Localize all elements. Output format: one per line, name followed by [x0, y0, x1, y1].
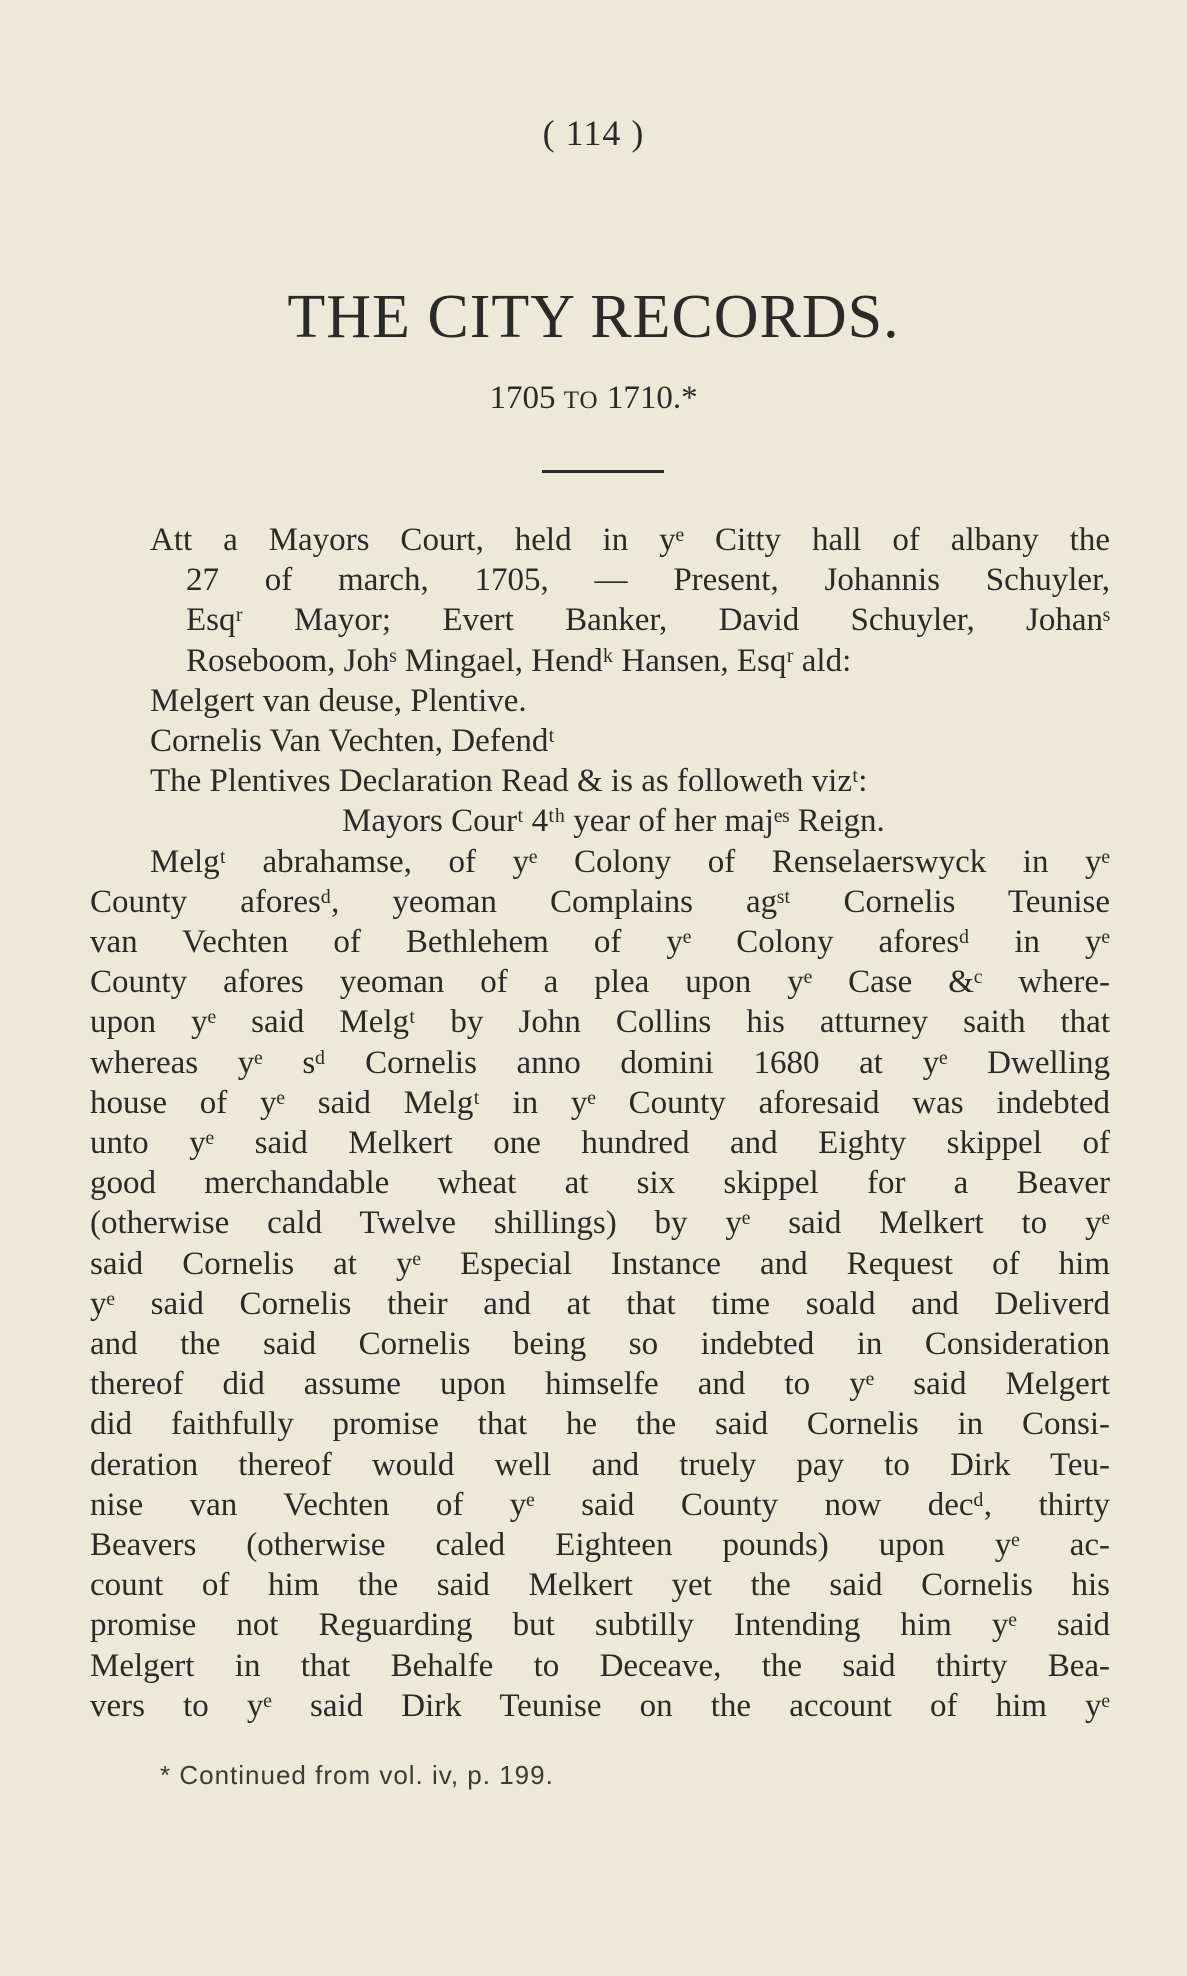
date-to: TO [563, 387, 599, 414]
declaration-heading: The Plentives Declaration Read & is as followeth vizᵗ: [150, 763, 868, 800]
declaration-line: unto yᵉ said Melkert one hundred and Eighty skippel of [90, 1125, 1110, 1162]
declaration-line: yᵉ said Cornelis their and at that time soald and Deliverd [90, 1285, 1110, 1322]
text-line: 27 of march, 1705, — Present, Johannis Schuyler, [186, 562, 1110, 599]
defendant-line: Cornelis Van Vechten, Defendᵗ [150, 723, 555, 760]
declaration-line: deration thereof would well and truely pay to Dirk Teu- [90, 1446, 1110, 1483]
declaration-line: and the said Cornelis being so indebted in Consideration [90, 1326, 1110, 1363]
declaration-line: Beavers (otherwise caled Eighteen pounds) upon yᵉ ac- [90, 1527, 1110, 1564]
declaration-line: said Cornelis at yᵉ Especial Instance and Request of him [90, 1245, 1110, 1282]
declaration-line: County afores yeoman of a plea upon yᵉ Case &ᶜ where- [90, 964, 1110, 1001]
page-number: ( 114 ) [542, 113, 645, 153]
footnote: * Continued from vol. iv, p. 199. [160, 1760, 554, 1790]
declaration-line: nise van Vechten of yᵉ said County now decᵈ, thirty [90, 1486, 1110, 1523]
declaration-line: did faithfully promise that he the said Cornelis in Consi- [90, 1406, 1110, 1443]
date-start: 1705 [489, 380, 556, 416]
declaration-line: Melgᵗ abrahamse, of yᵉ Colony of Renselaerswyck in yᵉ [150, 843, 1110, 880]
declaration-line: County aforesᵈ, yeoman Complains agˢᵗ Cornelis Teunise [90, 883, 1110, 920]
declaration-line: vers to yᵉ said Dirk Teunise on the account of him yᵉ [90, 1687, 1110, 1724]
declaration-line: Melgert in that Behalfe to Deceave, the said thirty Bea- [90, 1647, 1110, 1684]
declaration-line: van Vechten of Bethlehem of yᵉ Colony aforesᵈ in yᵉ [90, 924, 1110, 961]
court-reign-line: Mayors Courᵗ 4ᵗʰ year of her majᵉˢ Reign. [342, 803, 885, 840]
declaration-line: thereof did assume upon himselfe and to yᵉ said Melgert [90, 1366, 1110, 1403]
declaration-line: (otherwise cald Twelve shillings) by yᵉ said Melkert to yᵉ [90, 1205, 1110, 1242]
text-line: Esqʳ Mayor; Evert Banker, David Schuyler, Johanˢ [186, 602, 1110, 639]
declaration-line: count of him the said Melkert yet the said Cornelis his [90, 1567, 1110, 1604]
declaration-line: promise not Reguarding but subtilly Intending him yᵉ said [90, 1607, 1110, 1644]
record-body [90, 520, 1110, 1726]
declaration-line: good merchandable wheat at six skippel for a Beaver [90, 1165, 1110, 1202]
court-session-paragraph [114, 520, 1110, 681]
text-line: Att a Mayors Court, held in yᵉ Citty hall of albany the [150, 522, 1110, 558]
page-title: THE CITY RECORDS. [287, 283, 900, 351]
date-end: 1710.* [606, 380, 698, 416]
declaration-line: whereas yᵉ sᵈ Cornelis anno domini 1680 at yᵉ Dwelling [90, 1044, 1110, 1081]
text-line: Roseboom, Johˢ Mingael, Hendᵏ Hansen, Esqʳ ald: [186, 642, 852, 679]
declaration-line: house of yᵉ said Melgᵗ in yᵉ County aforesaid was indebted [90, 1084, 1110, 1121]
declaration-line: upon yᵉ said Melgᵗ by John Collins his atturney saith that [90, 1004, 1110, 1041]
title-divider [542, 470, 664, 473]
date-range [0, 380, 1187, 417]
declaration-paragraph [90, 842, 1110, 1726]
plaintiff-line: Melgert van deuse, Plentive. [150, 682, 527, 719]
